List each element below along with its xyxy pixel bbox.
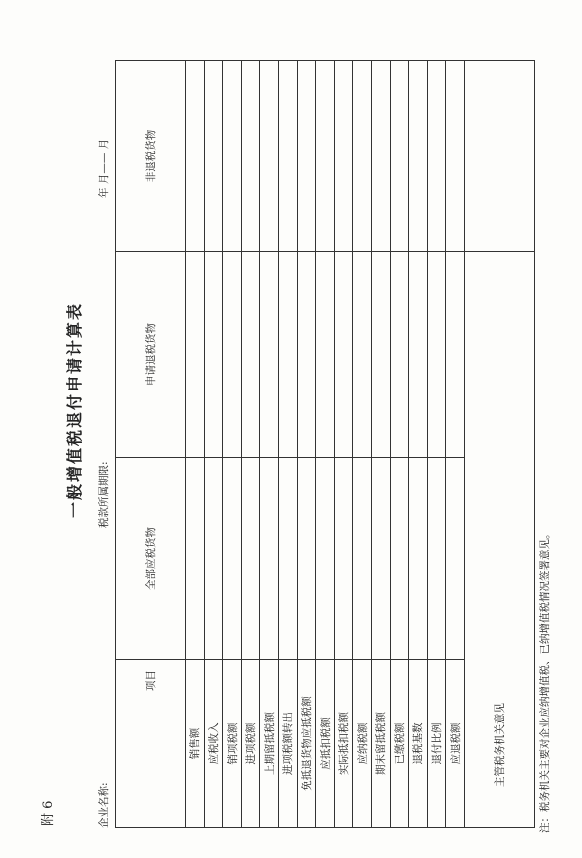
row-label: 实际抵扣税额 <box>334 660 353 828</box>
value-cell[interactable] <box>371 458 390 660</box>
table-row <box>297 61 316 828</box>
row-label: 免抵退货物应抵税额 <box>297 660 316 828</box>
row-label: 应退税额 <box>446 660 465 828</box>
value-cell[interactable] <box>353 61 372 252</box>
row-label: 已缴税额 <box>390 660 409 828</box>
row-label: 上期留抵税额 <box>260 660 279 828</box>
table-row <box>316 61 335 828</box>
value-cell[interactable] <box>427 61 446 252</box>
footnote: 注：税务机关主要对企业应纳增值税、已纳增值税情况签署意见。 <box>539 528 551 833</box>
table-row <box>427 61 446 828</box>
value-cell[interactable] <box>241 458 260 660</box>
value-cell[interactable] <box>409 458 428 660</box>
value-cell[interactable] <box>390 252 409 458</box>
row-label: 应纳税额 <box>353 660 372 828</box>
value-cell[interactable] <box>316 458 335 660</box>
column-header-non-refund-goods: 非退税货物 <box>116 61 186 252</box>
refund-calculation-table <box>115 60 535 828</box>
opinion-row <box>464 61 534 828</box>
value-cell[interactable] <box>409 252 428 458</box>
row-label: 销售额 <box>186 660 205 828</box>
value-cell[interactable] <box>446 252 465 458</box>
value-cell[interactable] <box>334 458 353 660</box>
value-cell[interactable] <box>260 61 279 252</box>
table-row <box>204 61 223 828</box>
table-row <box>279 61 298 828</box>
column-header-refund-goods: 申请退税货物 <box>116 252 186 458</box>
value-cell[interactable] <box>204 252 223 458</box>
column-header-all-taxable: 全部应税货物 <box>116 458 186 660</box>
value-cell[interactable] <box>371 252 390 458</box>
company-name-label: 企业名称: <box>98 782 110 828</box>
value-cell[interactable] <box>371 61 390 252</box>
table-row <box>390 61 409 828</box>
row-label: 退付比例 <box>427 660 446 828</box>
row-label: 应抵扣税额 <box>316 660 335 828</box>
value-cell[interactable] <box>297 61 316 252</box>
value-cell[interactable] <box>353 458 372 660</box>
value-cell[interactable] <box>427 458 446 660</box>
value-cell[interactable] <box>334 61 353 252</box>
value-cell[interactable] <box>390 458 409 660</box>
value-cell[interactable] <box>390 61 409 252</box>
value-cell[interactable] <box>279 252 298 458</box>
value-cell[interactable] <box>446 61 465 252</box>
value-cell[interactable] <box>334 252 353 458</box>
row-label: 应税收入 <box>204 660 223 828</box>
opinion-cell[interactable] <box>464 61 534 252</box>
table-row <box>371 61 390 828</box>
table-row <box>409 61 428 828</box>
table-row <box>223 61 242 828</box>
value-cell[interactable] <box>446 458 465 660</box>
value-cell[interactable] <box>427 252 446 458</box>
value-cell[interactable] <box>241 61 260 252</box>
table-row <box>260 61 279 828</box>
value-cell[interactable] <box>316 252 335 458</box>
value-cell[interactable] <box>204 61 223 252</box>
table-header-row <box>116 61 186 828</box>
value-cell[interactable] <box>409 61 428 252</box>
value-cell[interactable] <box>297 458 316 660</box>
column-header-item: 项目 <box>116 660 186 828</box>
value-cell[interactable] <box>316 61 335 252</box>
value-cell[interactable] <box>186 252 205 458</box>
table-row <box>353 61 372 828</box>
value-cell[interactable] <box>186 61 205 252</box>
table-row <box>241 61 260 828</box>
value-cell[interactable] <box>297 252 316 458</box>
value-cell[interactable] <box>353 252 372 458</box>
row-label: 进项税额转出 <box>279 660 298 828</box>
value-cell[interactable] <box>186 458 205 660</box>
table-row <box>334 61 353 828</box>
row-label: 期末留抵税额 <box>371 660 390 828</box>
row-label: 销项税额 <box>223 660 242 828</box>
attachment-label: 附 6 <box>41 800 56 826</box>
date-range-line: 年 月—— 月 <box>98 138 110 198</box>
value-cell[interactable] <box>204 458 223 660</box>
row-label: 退税基数 <box>409 660 428 828</box>
tax-period-label: 税款所属期限: <box>98 461 110 528</box>
value-cell[interactable] <box>223 458 242 660</box>
table-body <box>116 61 535 828</box>
opinion-label: 主管税务机关意见 <box>464 252 534 828</box>
value-cell[interactable] <box>260 458 279 660</box>
value-cell[interactable] <box>260 252 279 458</box>
value-cell[interactable] <box>223 252 242 458</box>
row-label: 进项税额 <box>241 660 260 828</box>
table-row <box>446 61 465 828</box>
value-cell[interactable] <box>279 458 298 660</box>
document-title: 一般增值税退付申请计算表 <box>65 301 84 518</box>
value-cell[interactable] <box>223 61 242 252</box>
value-cell[interactable] <box>241 252 260 458</box>
table-row <box>186 61 205 828</box>
value-cell[interactable] <box>279 61 298 252</box>
